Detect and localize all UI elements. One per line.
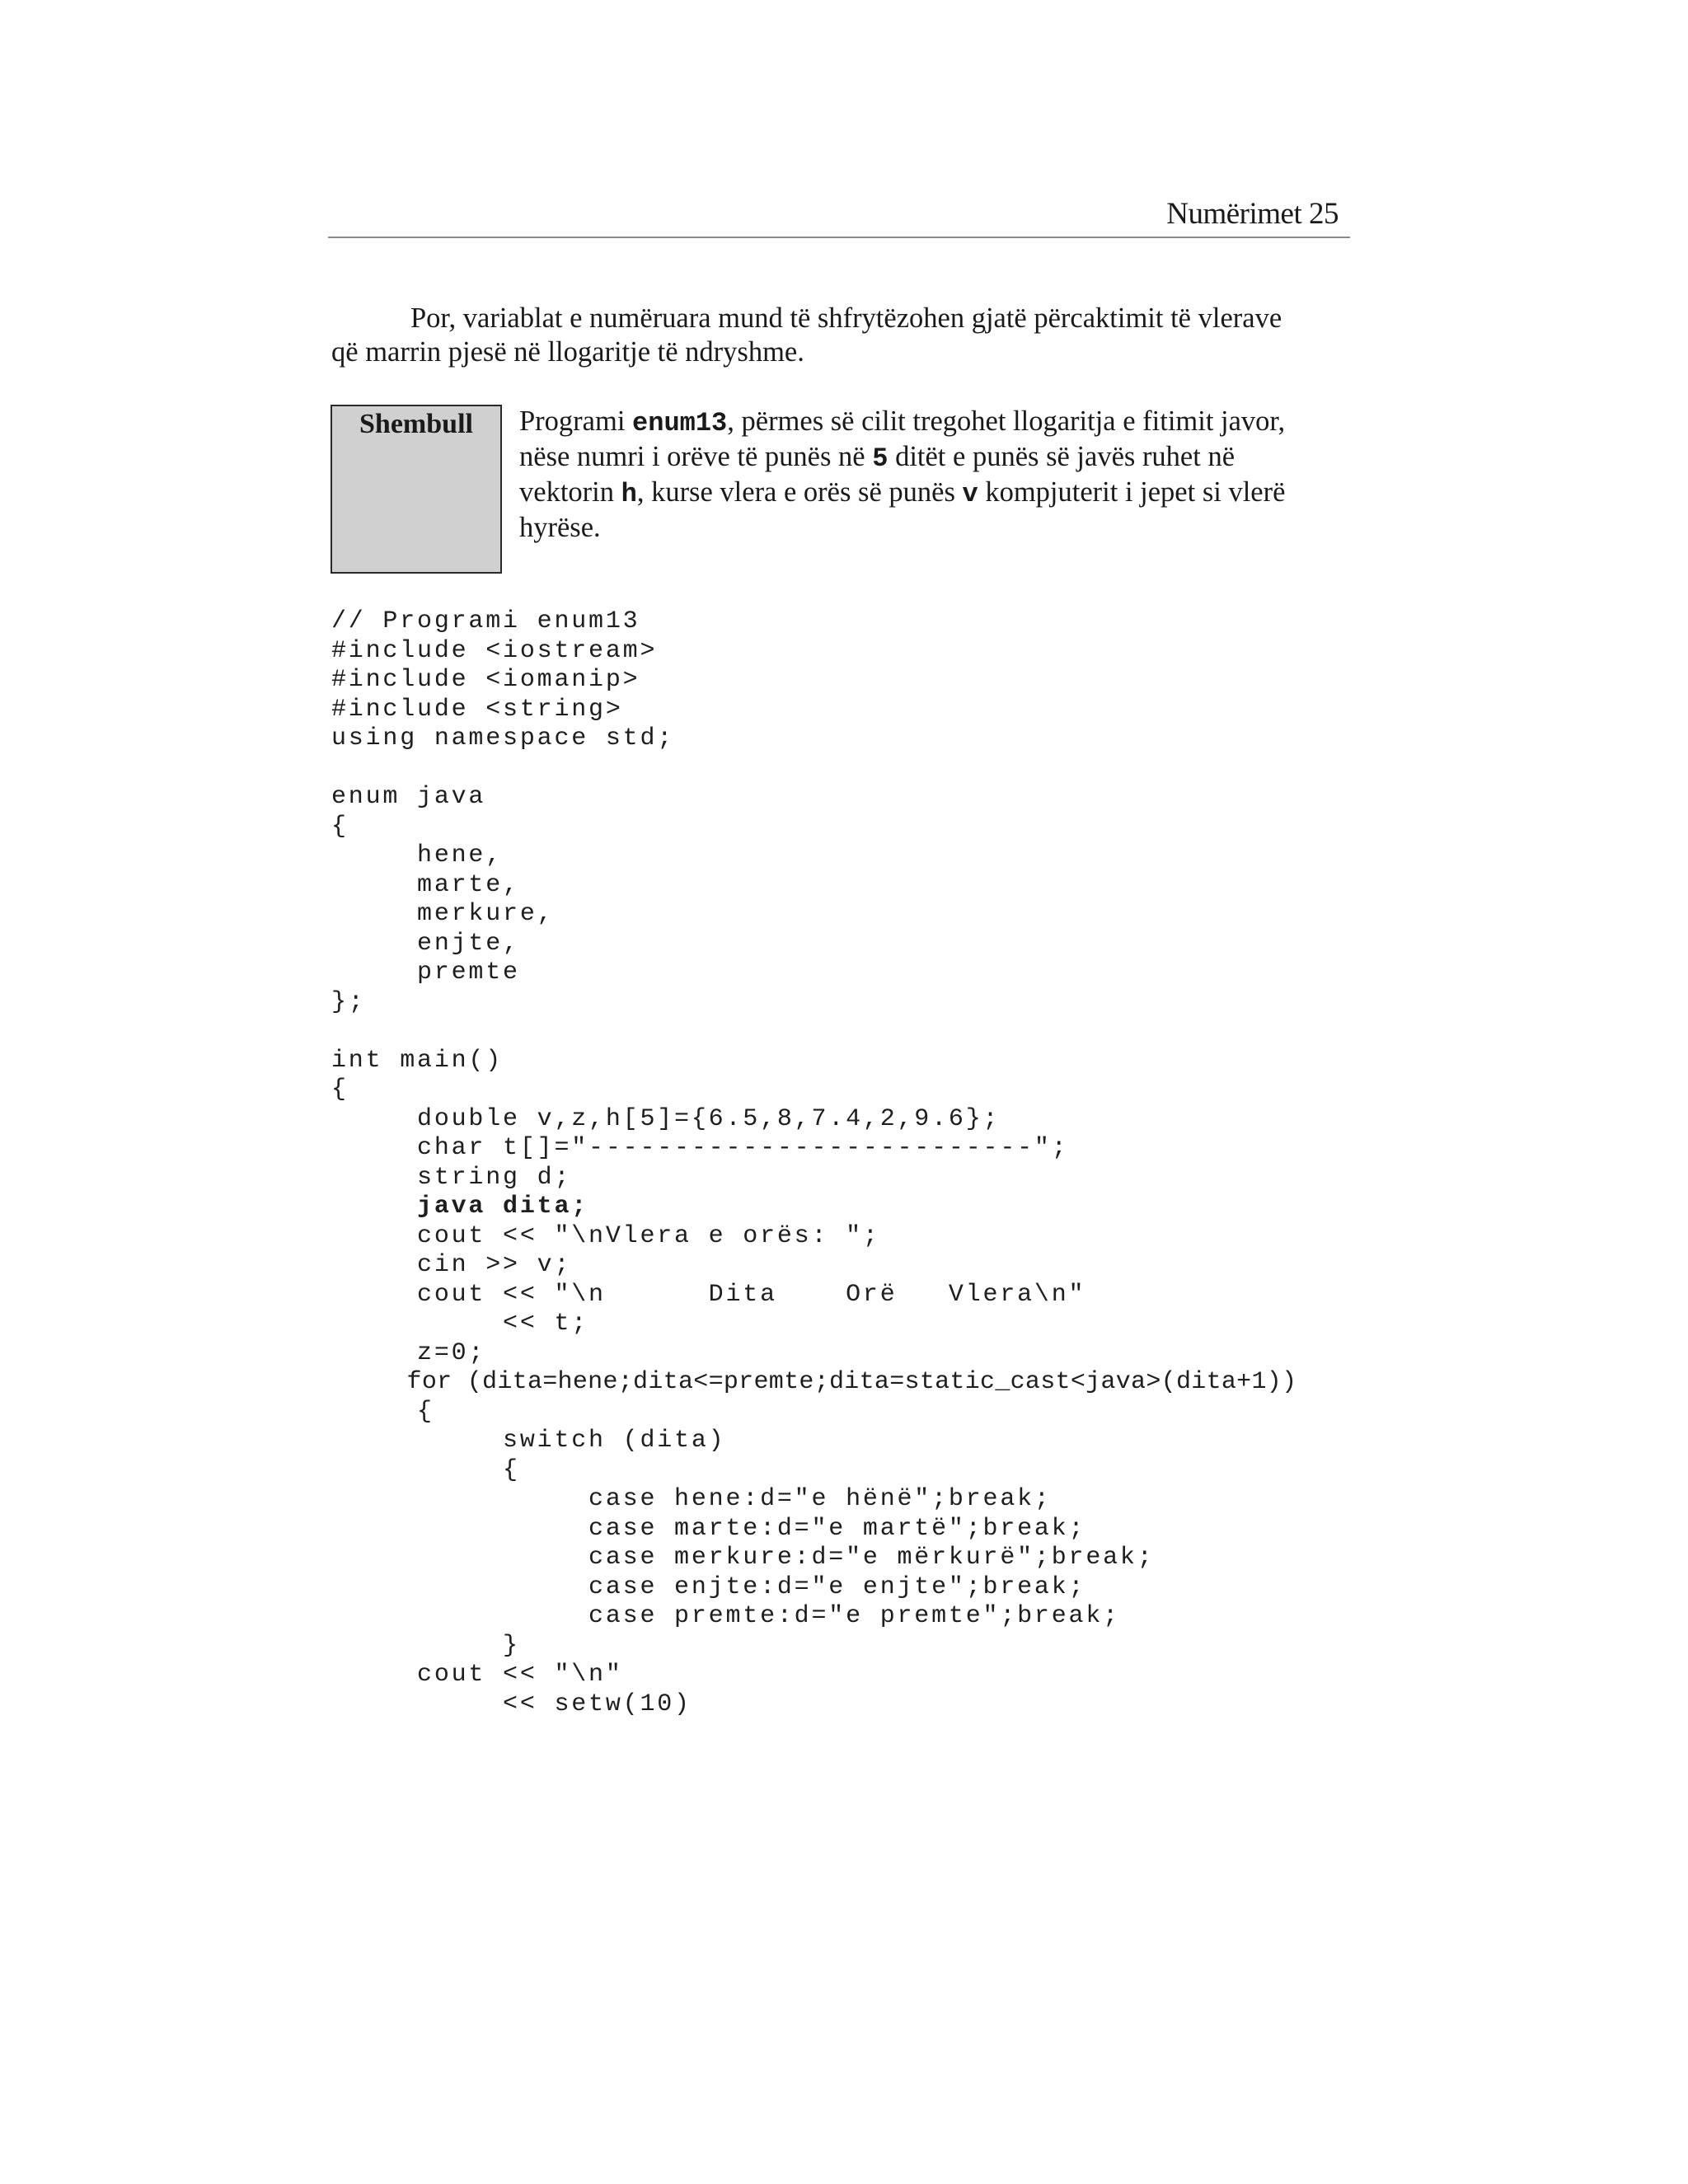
- code-line: for (dita=hene;dita<=premte;dita=static_cast<java>(dita+1)): [331, 1368, 1297, 1396]
- running-title: Numërimet 25: [1166, 197, 1339, 231]
- code-line: [331, 754, 1296, 784]
- code-line: int main(): [331, 1046, 504, 1075]
- example-description: [519, 405, 1311, 545]
- example-inline-code: v: [962, 479, 978, 509]
- code-line: case premte:d="e premte";break;: [331, 1602, 1120, 1630]
- code-line: double v,z,h[5]={6.5,8,7.4,2,9.6};: [331, 1104, 1001, 1133]
- code-line: cout << "\n Dita Orë Vlera\n": [331, 1280, 1086, 1309]
- code-line: }: [331, 1631, 520, 1660]
- code-line: };: [331, 987, 366, 1016]
- example-text-part: , kurse vlera e orës së punës: [636, 476, 963, 508]
- example-text-part: , përmes së cilit tregohet llogaritja e fitimit javor, nëse numri i orëve të punës në: [519, 405, 1286, 472]
- code-line: cout << "\n": [331, 1661, 623, 1689]
- intro-paragraph: [331, 302, 1304, 369]
- code-line: premte: [331, 958, 520, 987]
- code-line: using namespace std;: [331, 724, 675, 752]
- code-line: case enjte:d="e enjte";break;: [331, 1572, 1086, 1601]
- code-listing: [331, 607, 1296, 1719]
- code-line: [331, 1017, 1296, 1047]
- code-line: char t[]="--------------------------";: [331, 1134, 1069, 1162]
- code-line: merkure,: [331, 900, 555, 928]
- code-line: << setw(10): [331, 1690, 692, 1718]
- code-line: {: [331, 1076, 349, 1104]
- example-program-name: enum13: [632, 408, 728, 438]
- code-line: cout << "\nVlera e orës: ";: [331, 1221, 880, 1250]
- code-line: #include <iostream>: [331, 636, 658, 665]
- code-line: z=0;: [331, 1338, 486, 1367]
- example-inline-code: 5: [872, 443, 889, 474]
- example-label: Shembull: [359, 409, 473, 439]
- code-line: cin >> v;: [331, 1251, 572, 1279]
- code-line: // Programi enum13: [331, 607, 640, 635]
- example-text-part: Programi: [519, 405, 633, 437]
- code-line: case merkure:d="e mërkurë";break;: [331, 1544, 1155, 1572]
- code-line: case marte:d="e martë";break;: [331, 1514, 1086, 1543]
- code-line: enum java: [331, 783, 486, 811]
- code-line-highlighted: java dita;: [331, 1193, 589, 1221]
- code-line: case hene:d="e hënë";break;: [331, 1485, 1052, 1513]
- code-line: hene,: [331, 841, 504, 869]
- code-line: switch (dita): [331, 1427, 726, 1455]
- code-line: {: [331, 1455, 520, 1484]
- code-line: enjte,: [331, 929, 520, 958]
- code-line: << t;: [331, 1310, 589, 1338]
- code-line: string d;: [331, 1163, 572, 1192]
- example-inline-code: h: [621, 479, 637, 509]
- page-header: [328, 191, 1350, 238]
- code-line: {: [331, 1397, 434, 1426]
- code-line: marte,: [331, 870, 520, 899]
- code-line: {: [331, 812, 349, 841]
- code-line: #include <iomanip>: [331, 666, 640, 694]
- example-text-part: kompjuterit i jepet si vlerë hyrëse.: [519, 476, 1286, 543]
- intro-text: Por, variablat e numëruara mund të shfrytëzohen gjatë përcaktimit të vlerave që marrin pjesë në llogaritje të ndryshme.: [331, 302, 1282, 368]
- example-label-box: [331, 405, 502, 574]
- example-text-part: ditët e punës së javës ruhet në vektorin: [519, 441, 1236, 508]
- code-line: #include <string>: [331, 695, 623, 724]
